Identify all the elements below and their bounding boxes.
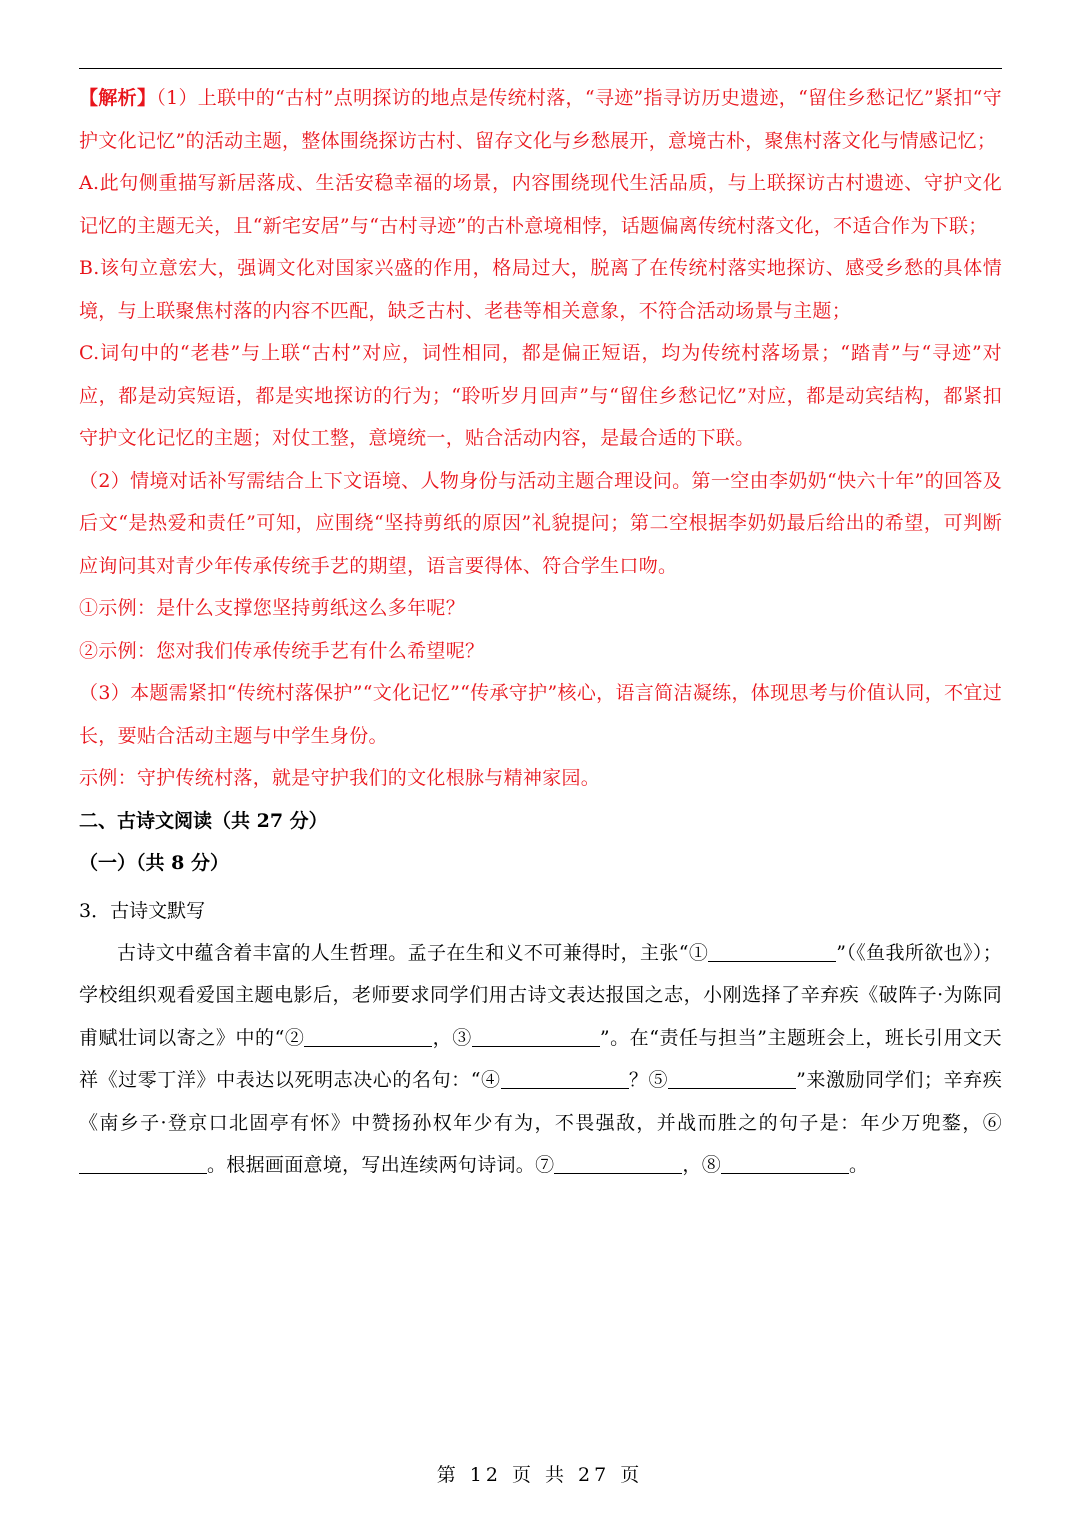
poem-text-3: ，③ bbox=[432, 1026, 472, 1049]
section-subtitle: （一）（共 8 分） bbox=[79, 851, 229, 874]
analysis-option-c: C.词句中的“老巷”与上联“古村”对应，词性相同，都是偏正短语，均为传统村落场景；“踏青”与“寻迹”对应，都是动宾短语，都是实地探访的行为；“聆听岁月回声”与“留住乡愁记忆”对应，都是动宾结构，都紧扣守护文化记忆的主题；对仗工整，意境统一，贴合活动内容，是最合适的下联。 bbox=[79, 342, 1002, 449]
analysis-option-b: B.该句立意宏大，强调文化对国家兴盛的作用，格局过大，脱离了在传统村落实地探访、感受乡愁的具体情境，与上联聚焦村落的内容不匹配，缺乏古村、老巷等相关意象，不符合活动场景与主题； bbox=[79, 257, 1002, 322]
blank-1[interactable] bbox=[708, 942, 836, 962]
blank-8[interactable] bbox=[721, 1154, 849, 1174]
page-content bbox=[79, 77, 1002, 1187]
poem-text-1: 古诗文中蕴含着丰富的人生哲理。孟子在生和义不可兼得时，主张“① bbox=[117, 941, 709, 964]
poem-text-4: ”。在“责任与担当”主题班会上，班长引用文天祥《过零丁洋》中表达以死明志决心的名句：“④ bbox=[79, 1026, 1002, 1091]
poetry-question bbox=[79, 932, 1002, 1187]
poem-text-8: ，⑧ bbox=[682, 1154, 722, 1176]
analysis-example-3: 示例：守护传统村落，就是守护我们的文化根脉与精神家园。 bbox=[79, 767, 601, 789]
poem-text-7: 。根据画面意境，写出连续两句诗词。⑦ bbox=[207, 1154, 555, 1176]
analysis-option-a: A.此句侧重描写新居落成、生活安稳幸福的场景，内容围绕现代生活品质，与上联探访古村遗迹、守护文化记忆的主题无关，且“新宅安居”与“古村寻迹”的古朴意境相悖，话题偏离传统村落文化，不适合作为下联； bbox=[79, 172, 1002, 237]
analysis-tag: 【解析】 bbox=[79, 87, 157, 109]
section-title: 二、古诗文阅读（共 27 分） bbox=[79, 809, 328, 832]
analysis-text-1: （1）上联中的“古村”点明探访的地点是传统村落，“寻迹”指寻访历史遗迹，“留住乡愁记忆”紧扣“守护文化记忆”的活动主题，整体围绕探访古村、留存文化与乡愁展开，意境古朴，聚焦村落文化与情感记忆； bbox=[79, 87, 1002, 152]
header-rule bbox=[79, 68, 1002, 69]
blank-6[interactable] bbox=[79, 1154, 207, 1174]
poem-text-6: ”来激励同学们；辛弃疾《南乡子·登京口北固亭有怀》中赞扬孙权年少有为，不畏强敌，并战而胜之的句子是：年少万兜鍪，⑥ bbox=[79, 1069, 1002, 1134]
blank-2[interactable] bbox=[304, 1027, 432, 1047]
blank-7[interactable] bbox=[554, 1154, 682, 1174]
blank-4[interactable] bbox=[501, 1069, 629, 1089]
analysis-example-1: ①示例：是什么支撑您坚持剪纸这么多年呢？ bbox=[79, 597, 466, 619]
analysis-paragraph-2: （2）情境对话补写需结合上下文语境、人物身份与活动主题合理设问。第一空由李奶奶“快六十年”的回答及后文“是热爱和责任”可知，应围绕“坚持剪纸的原因”礼貌提问；第二空根据李奶奶最后给出的希望，可判断应询问其对青少年传承传统手艺的期望，语言要得体、符合学生口吻。 bbox=[79, 469, 1002, 577]
poem-text-2: ”（《鱼我所欲也》）；学校组织观看爱国主题电影后，老师要求同学们用古诗文表达报国之志，小刚选择了辛弃疾《破阵子·为陈同甫赋壮词以寄之》中的“② bbox=[79, 941, 1003, 1049]
analysis-example-2: ②示例：您对我们传承传统手艺有什么希望呢？ bbox=[79, 639, 485, 662]
poem-text-9: 。 bbox=[849, 1154, 869, 1176]
page-footer: 第 12 页 共 27 页 bbox=[436, 1464, 644, 1486]
blank-5[interactable] bbox=[668, 1069, 796, 1089]
question-number: 3．古诗文默写 bbox=[79, 899, 206, 922]
analysis-paragraph-1 bbox=[79, 77, 1002, 162]
analysis-paragraph-3: （3）本题需紧扣“传统村落保护”“文化记忆”“传承守护”核心，语言简洁凝练，体现思考与价值认同，不宜过长，要贴合活动主题与中学生身份。 bbox=[79, 682, 1002, 747]
poem-text-5: ？⑤ bbox=[628, 1069, 669, 1091]
blank-3[interactable] bbox=[472, 1027, 600, 1047]
